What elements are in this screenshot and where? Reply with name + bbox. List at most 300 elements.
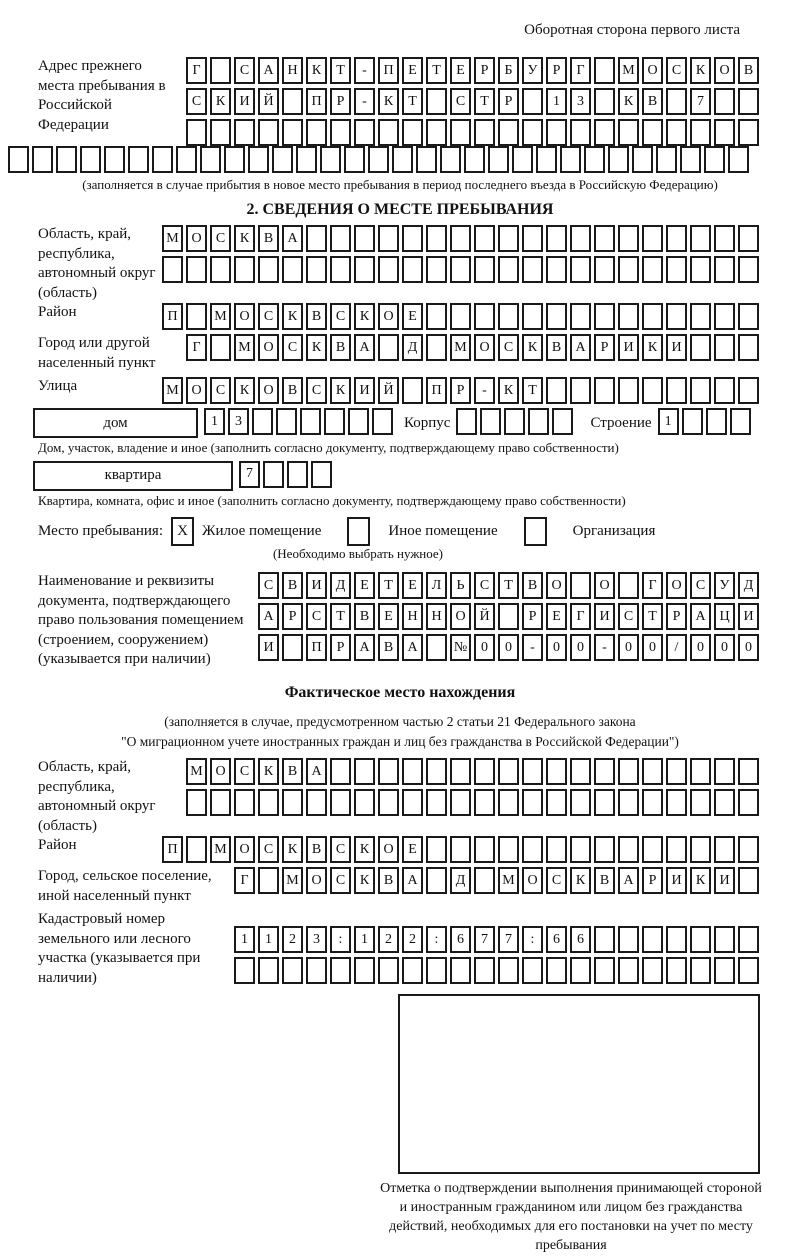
char-cell[interactable]: [330, 119, 351, 146]
char-cell[interactable]: -: [522, 634, 543, 661]
char-cell[interactable]: К: [690, 867, 711, 894]
char-cell[interactable]: О: [258, 334, 279, 361]
char-cell[interactable]: [498, 758, 519, 785]
char-cell[interactable]: [32, 146, 53, 173]
char-cell[interactable]: [570, 789, 591, 816]
char-cell[interactable]: С: [690, 572, 711, 599]
char-cell[interactable]: [666, 926, 687, 953]
char-cell[interactable]: М: [234, 334, 255, 361]
char-cell[interactable]: П: [306, 88, 327, 115]
char-cell[interactable]: [128, 146, 149, 173]
char-cell[interactable]: К: [282, 303, 303, 330]
char-cell[interactable]: [498, 303, 519, 330]
char-cell[interactable]: Е: [546, 603, 567, 630]
char-cell[interactable]: [522, 256, 543, 283]
char-cell[interactable]: А: [402, 867, 423, 894]
char-cell[interactable]: [618, 119, 639, 146]
char-cell[interactable]: Ь: [450, 572, 471, 599]
char-cell[interactable]: Р: [282, 603, 303, 630]
char-cell[interactable]: [522, 758, 543, 785]
char-cell[interactable]: 6: [570, 926, 591, 953]
char-cell[interactable]: [282, 256, 303, 283]
char-cell[interactable]: Г: [570, 603, 591, 630]
char-cell[interactable]: [498, 225, 519, 252]
char-cell[interactable]: [570, 303, 591, 330]
char-cell[interactable]: [306, 957, 327, 984]
char-cell[interactable]: [690, 303, 711, 330]
char-cell[interactable]: Р: [522, 603, 543, 630]
char-cell[interactable]: [402, 789, 423, 816]
char-cell[interactable]: [248, 146, 269, 173]
char-cell[interactable]: Р: [498, 88, 519, 115]
char-cell[interactable]: [450, 957, 471, 984]
char-cell[interactable]: С: [474, 572, 495, 599]
char-cell[interactable]: С: [234, 57, 255, 84]
char-cell[interactable]: [330, 758, 351, 785]
char-cell[interactable]: [186, 256, 207, 283]
char-cell[interactable]: Е: [402, 57, 423, 84]
char-cell[interactable]: [594, 57, 615, 84]
char-cell[interactable]: К: [234, 377, 255, 404]
char-cell[interactable]: [680, 146, 701, 173]
char-cell[interactable]: №: [450, 634, 471, 661]
char-cell[interactable]: У: [522, 57, 543, 84]
char-cell[interactable]: В: [378, 867, 399, 894]
char-cell[interactable]: [594, 926, 615, 953]
char-cell[interactable]: [714, 88, 735, 115]
char-cell[interactable]: О: [186, 377, 207, 404]
char-cell[interactable]: 0: [546, 634, 567, 661]
char-cell[interactable]: К: [570, 867, 591, 894]
char-cell[interactable]: С: [666, 57, 687, 84]
char-cell[interactable]: [546, 758, 567, 785]
char-cell[interactable]: [666, 957, 687, 984]
char-cell[interactable]: [690, 836, 711, 863]
char-cell[interactable]: Г: [186, 334, 207, 361]
char-cell[interactable]: [450, 119, 471, 146]
char-cell[interactable]: К: [306, 334, 327, 361]
char-cell[interactable]: И: [234, 88, 255, 115]
char-cell[interactable]: В: [738, 57, 759, 84]
char-cell[interactable]: [354, 758, 375, 785]
char-cell[interactable]: [186, 836, 207, 863]
char-cell[interactable]: С: [210, 225, 231, 252]
char-cell[interactable]: М: [186, 758, 207, 785]
char-cell[interactable]: И: [258, 634, 279, 661]
char-cell[interactable]: [618, 256, 639, 283]
char-cell[interactable]: [546, 836, 567, 863]
char-cell[interactable]: М: [498, 867, 519, 894]
char-cell[interactable]: В: [282, 377, 303, 404]
char-cell[interactable]: [618, 957, 639, 984]
char-cell[interactable]: А: [282, 225, 303, 252]
char-cell[interactable]: [234, 256, 255, 283]
char-cell[interactable]: 7: [498, 926, 519, 953]
char-cell[interactable]: 3: [306, 926, 327, 953]
char-cell[interactable]: [738, 377, 759, 404]
char-cell[interactable]: [642, 256, 663, 283]
char-cell[interactable]: О: [234, 303, 255, 330]
char-cell[interactable]: [594, 758, 615, 785]
char-cell[interactable]: Д: [402, 334, 423, 361]
char-cell[interactable]: [426, 334, 447, 361]
char-cell[interactable]: [594, 957, 615, 984]
char-cell[interactable]: Б: [498, 57, 519, 84]
char-cell[interactable]: С: [546, 867, 567, 894]
char-cell[interactable]: А: [258, 603, 279, 630]
char-cell[interactable]: [618, 572, 639, 599]
char-cell[interactable]: [330, 225, 351, 252]
char-cell[interactable]: С: [498, 334, 519, 361]
char-cell[interactable]: [210, 334, 231, 361]
char-cell[interactable]: [728, 146, 749, 173]
char-cell[interactable]: [666, 377, 687, 404]
char-cell[interactable]: [474, 256, 495, 283]
char-cell[interactable]: [276, 408, 297, 435]
char-cell[interactable]: [738, 758, 759, 785]
char-cell[interactable]: [258, 256, 279, 283]
char-cell[interactable]: И: [666, 867, 687, 894]
char-cell[interactable]: [522, 836, 543, 863]
char-cell[interactable]: О: [378, 303, 399, 330]
char-cell[interactable]: [440, 146, 461, 173]
char-cell[interactable]: Н: [282, 57, 303, 84]
char-cell[interactable]: И: [354, 377, 375, 404]
char-cell[interactable]: [8, 146, 29, 173]
char-cell[interactable]: Г: [570, 57, 591, 84]
char-cell[interactable]: С: [330, 836, 351, 863]
char-cell[interactable]: К: [642, 334, 663, 361]
char-cell[interactable]: [738, 256, 759, 283]
char-cell[interactable]: [480, 408, 501, 435]
char-cell[interactable]: 0: [738, 634, 759, 661]
char-cell[interactable]: 0: [714, 634, 735, 661]
char-cell[interactable]: [224, 146, 245, 173]
char-cell[interactable]: Т: [522, 377, 543, 404]
char-cell[interactable]: [450, 789, 471, 816]
char-cell[interactable]: Й: [474, 603, 495, 630]
char-cell[interactable]: В: [258, 225, 279, 252]
char-cell[interactable]: [546, 225, 567, 252]
char-cell[interactable]: С: [210, 377, 231, 404]
char-cell[interactable]: [642, 957, 663, 984]
char-cell[interactable]: [512, 146, 533, 173]
char-cell[interactable]: [738, 334, 759, 361]
char-cell[interactable]: Р: [546, 57, 567, 84]
char-cell[interactable]: 1: [658, 408, 679, 435]
char-cell[interactable]: [176, 146, 197, 173]
char-cell[interactable]: [570, 957, 591, 984]
char-cell[interactable]: [546, 256, 567, 283]
char-cell[interactable]: К: [378, 88, 399, 115]
char-cell[interactable]: 1: [204, 408, 225, 435]
char-cell[interactable]: [642, 836, 663, 863]
char-cell[interactable]: [522, 789, 543, 816]
char-cell[interactable]: [450, 256, 471, 283]
char-cell[interactable]: [252, 408, 273, 435]
char-cell[interactable]: [594, 836, 615, 863]
char-cell[interactable]: И: [738, 603, 759, 630]
char-cell[interactable]: [738, 926, 759, 953]
char-cell[interactable]: [690, 334, 711, 361]
char-cell[interactable]: [263, 461, 284, 488]
char-cell[interactable]: А: [354, 634, 375, 661]
char-cell[interactable]: [738, 303, 759, 330]
char-cell[interactable]: [104, 146, 125, 173]
char-cell[interactable]: [642, 119, 663, 146]
char-cell[interactable]: Т: [498, 572, 519, 599]
char-cell[interactable]: [474, 119, 495, 146]
char-cell[interactable]: [450, 303, 471, 330]
char-cell[interactable]: [738, 957, 759, 984]
char-cell[interactable]: И: [666, 334, 687, 361]
char-cell[interactable]: [162, 256, 183, 283]
char-cell[interactable]: 0: [618, 634, 639, 661]
char-cell[interactable]: [594, 256, 615, 283]
char-cell[interactable]: Е: [378, 603, 399, 630]
char-cell[interactable]: [450, 758, 471, 785]
char-cell[interactable]: [714, 377, 735, 404]
char-cell[interactable]: Т: [474, 88, 495, 115]
char-cell[interactable]: [714, 926, 735, 953]
char-cell[interactable]: [474, 758, 495, 785]
char-cell[interactable]: [546, 957, 567, 984]
char-cell[interactable]: [464, 146, 485, 173]
char-cell[interactable]: 0: [498, 634, 519, 661]
char-cell[interactable]: [258, 789, 279, 816]
char-cell[interactable]: [488, 146, 509, 173]
char-cell[interactable]: [690, 256, 711, 283]
char-cell[interactable]: И: [618, 334, 639, 361]
char-cell[interactable]: [354, 957, 375, 984]
char-cell[interactable]: [152, 146, 173, 173]
char-cell[interactable]: К: [498, 377, 519, 404]
char-cell[interactable]: М: [618, 57, 639, 84]
char-cell[interactable]: К: [306, 57, 327, 84]
char-cell[interactable]: [690, 758, 711, 785]
char-cell[interactable]: В: [282, 572, 303, 599]
char-cell[interactable]: [354, 119, 375, 146]
char-cell[interactable]: [570, 256, 591, 283]
char-cell[interactable]: [282, 957, 303, 984]
char-cell[interactable]: [402, 119, 423, 146]
char-cell[interactable]: К: [210, 88, 231, 115]
char-cell[interactable]: [666, 836, 687, 863]
char-cell[interactable]: [354, 225, 375, 252]
char-cell[interactable]: В: [306, 836, 327, 863]
char-cell[interactable]: 1: [354, 926, 375, 953]
char-cell[interactable]: [594, 225, 615, 252]
char-cell[interactable]: О: [234, 836, 255, 863]
char-cell[interactable]: [426, 256, 447, 283]
char-cell[interactable]: [594, 119, 615, 146]
char-cell[interactable]: Н: [402, 603, 423, 630]
char-cell[interactable]: [714, 225, 735, 252]
char-cell[interactable]: 7: [690, 88, 711, 115]
char-cell[interactable]: Й: [378, 377, 399, 404]
char-cell[interactable]: [287, 461, 308, 488]
char-cell[interactable]: [738, 836, 759, 863]
char-cell[interactable]: М: [162, 225, 183, 252]
char-cell[interactable]: А: [690, 603, 711, 630]
char-cell[interactable]: В: [306, 303, 327, 330]
char-cell[interactable]: [426, 119, 447, 146]
char-cell[interactable]: [714, 303, 735, 330]
char-cell[interactable]: Е: [402, 572, 423, 599]
char-cell[interactable]: [642, 758, 663, 785]
char-cell[interactable]: [368, 146, 389, 173]
char-cell[interactable]: [682, 408, 703, 435]
char-cell[interactable]: [258, 957, 279, 984]
char-cell[interactable]: [618, 836, 639, 863]
char-cell[interactable]: 1: [546, 88, 567, 115]
char-cell[interactable]: В: [594, 867, 615, 894]
char-cell[interactable]: П: [162, 303, 183, 330]
char-cell[interactable]: [306, 256, 327, 283]
char-cell[interactable]: 0: [690, 634, 711, 661]
char-cell[interactable]: [378, 789, 399, 816]
char-cell[interactable]: [690, 926, 711, 953]
char-cell[interactable]: [690, 225, 711, 252]
char-cell[interactable]: С: [306, 603, 327, 630]
char-cell[interactable]: О: [378, 836, 399, 863]
char-cell[interactable]: П: [378, 57, 399, 84]
char-cell[interactable]: [330, 789, 351, 816]
char-cell[interactable]: О: [522, 867, 543, 894]
char-cell[interactable]: [56, 146, 77, 173]
char-cell[interactable]: [498, 836, 519, 863]
char-cell[interactable]: М: [210, 303, 231, 330]
char-cell[interactable]: [474, 303, 495, 330]
char-cell[interactable]: [282, 119, 303, 146]
char-cell[interactable]: [618, 926, 639, 953]
char-cell[interactable]: [594, 789, 615, 816]
char-cell[interactable]: [584, 146, 605, 173]
char-cell[interactable]: 0: [642, 634, 663, 661]
char-cell[interactable]: В: [642, 88, 663, 115]
char-cell[interactable]: [666, 758, 687, 785]
char-cell[interactable]: С: [306, 377, 327, 404]
char-cell[interactable]: К: [354, 303, 375, 330]
char-cell[interactable]: Р: [594, 334, 615, 361]
char-cell[interactable]: [272, 146, 293, 173]
char-cell[interactable]: [714, 836, 735, 863]
char-cell[interactable]: [522, 957, 543, 984]
char-cell[interactable]: 3: [570, 88, 591, 115]
char-cell[interactable]: [426, 867, 447, 894]
char-cell[interactable]: [714, 789, 735, 816]
char-cell[interactable]: [474, 789, 495, 816]
char-cell[interactable]: [666, 256, 687, 283]
char-cell[interactable]: [306, 789, 327, 816]
char-cell[interactable]: П: [162, 836, 183, 863]
char-cell[interactable]: Г: [234, 867, 255, 894]
char-cell[interactable]: [546, 303, 567, 330]
char-cell[interactable]: -: [354, 57, 375, 84]
char-cell[interactable]: В: [282, 758, 303, 785]
char-cell[interactable]: [738, 867, 759, 894]
char-cell[interactable]: [666, 88, 687, 115]
char-cell[interactable]: С: [258, 303, 279, 330]
residential-checkbox[interactable]: X: [171, 517, 194, 546]
char-cell[interactable]: [504, 408, 525, 435]
char-cell[interactable]: [402, 377, 423, 404]
char-cell[interactable]: [690, 789, 711, 816]
char-cell[interactable]: 1: [258, 926, 279, 953]
char-cell[interactable]: [234, 119, 255, 146]
char-cell[interactable]: [282, 634, 303, 661]
char-cell[interactable]: В: [330, 334, 351, 361]
char-cell[interactable]: [714, 758, 735, 785]
char-cell[interactable]: О: [258, 377, 279, 404]
char-cell[interactable]: [666, 119, 687, 146]
char-cell[interactable]: [426, 634, 447, 661]
char-cell[interactable]: [210, 119, 231, 146]
char-cell[interactable]: В: [354, 603, 375, 630]
char-cell[interactable]: [552, 408, 573, 435]
char-cell[interactable]: [234, 789, 255, 816]
char-cell[interactable]: [426, 758, 447, 785]
char-cell[interactable]: [546, 377, 567, 404]
char-cell[interactable]: [656, 146, 677, 173]
char-cell[interactable]: Д: [738, 572, 759, 599]
char-cell[interactable]: О: [210, 758, 231, 785]
char-cell[interactable]: [690, 119, 711, 146]
char-cell[interactable]: [570, 225, 591, 252]
char-cell[interactable]: [714, 334, 735, 361]
char-cell[interactable]: К: [258, 758, 279, 785]
char-cell[interactable]: П: [306, 634, 327, 661]
char-cell[interactable]: Р: [330, 88, 351, 115]
other-premises-checkbox[interactable]: [347, 517, 370, 546]
char-cell[interactable]: Л: [426, 572, 447, 599]
char-cell[interactable]: [528, 408, 549, 435]
char-cell[interactable]: Т: [426, 57, 447, 84]
char-cell[interactable]: [378, 957, 399, 984]
char-cell[interactable]: [570, 377, 591, 404]
char-cell[interactable]: М: [162, 377, 183, 404]
char-cell[interactable]: [618, 303, 639, 330]
char-cell[interactable]: [706, 408, 727, 435]
char-cell[interactable]: [392, 146, 413, 173]
char-cell[interactable]: Т: [402, 88, 423, 115]
char-cell[interactable]: [324, 408, 345, 435]
char-cell[interactable]: Д: [330, 572, 351, 599]
char-cell[interactable]: [426, 957, 447, 984]
char-cell[interactable]: [186, 303, 207, 330]
char-cell[interactable]: О: [474, 334, 495, 361]
char-cell[interactable]: К: [618, 88, 639, 115]
char-cell[interactable]: О: [714, 57, 735, 84]
char-cell[interactable]: П: [426, 377, 447, 404]
char-cell[interactable]: [296, 146, 317, 173]
char-cell[interactable]: [402, 225, 423, 252]
char-cell[interactable]: С: [258, 572, 279, 599]
char-cell[interactable]: О: [306, 867, 327, 894]
char-cell[interactable]: [282, 88, 303, 115]
char-cell[interactable]: А: [618, 867, 639, 894]
char-cell[interactable]: 2: [402, 926, 423, 953]
char-cell[interactable]: [498, 119, 519, 146]
char-cell[interactable]: [666, 789, 687, 816]
char-cell[interactable]: К: [522, 334, 543, 361]
char-cell[interactable]: [320, 146, 341, 173]
char-cell[interactable]: [258, 867, 279, 894]
char-cell[interactable]: [378, 256, 399, 283]
char-cell[interactable]: [426, 789, 447, 816]
char-cell[interactable]: [632, 146, 653, 173]
char-cell[interactable]: [426, 836, 447, 863]
